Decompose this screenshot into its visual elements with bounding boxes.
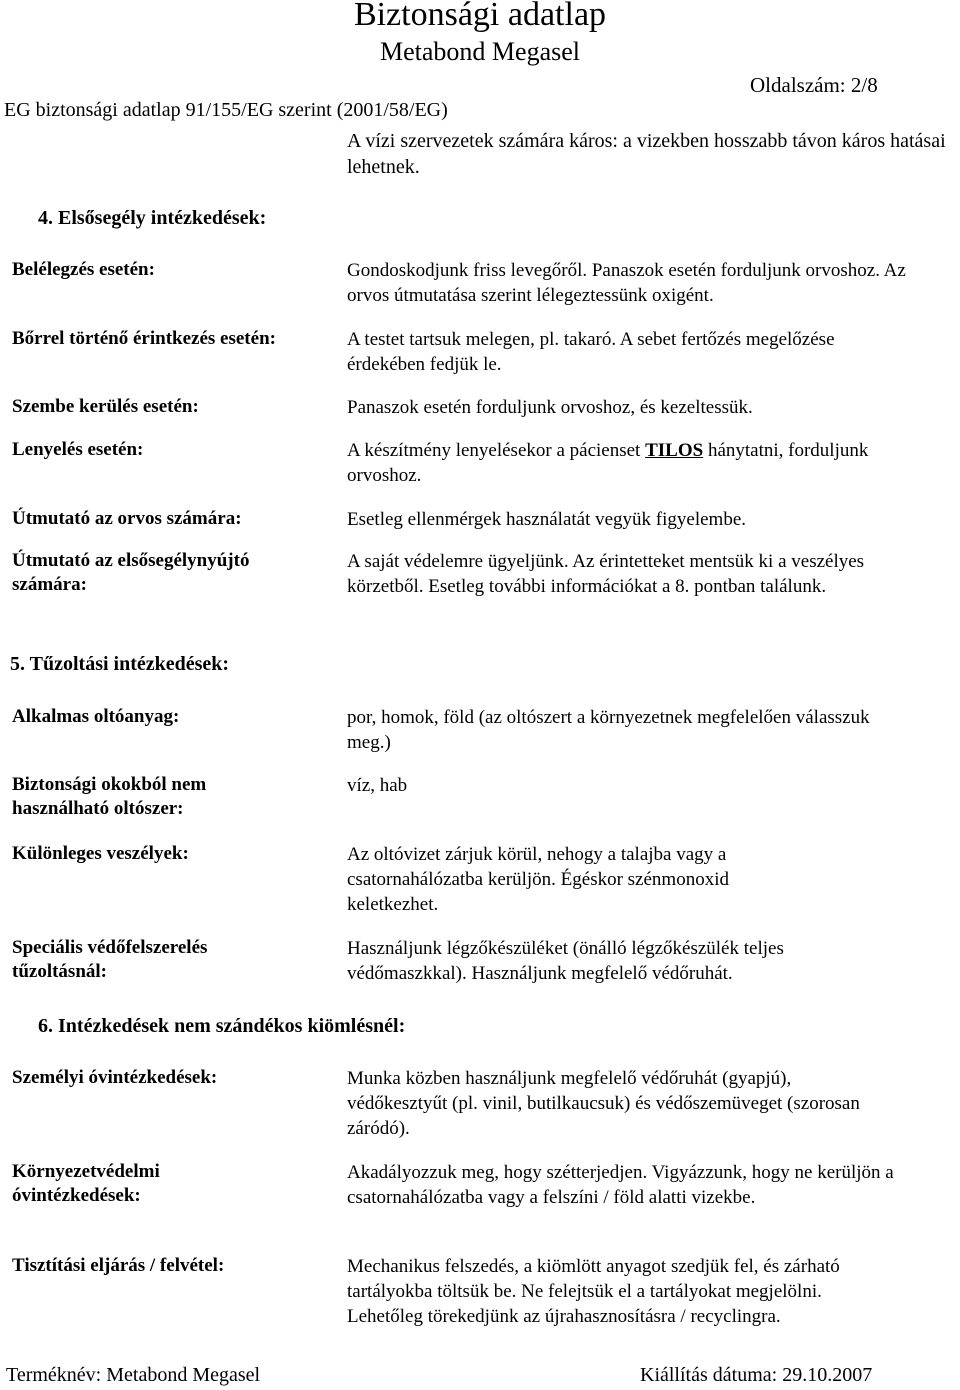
row-label: Speciális védőfelszerelés tűzoltásnál:: [12, 937, 208, 982]
row-value: A testet tartsuk melegen, pl. takaró. A sebet fertőzés megelőzése érdekében fedjük le.: [347, 329, 835, 375]
section-6-title: 6. Intézkedések nem szándékos kiömlésnél:: [38, 1015, 406, 1037]
row-value: Munka közben használjunk megfelelő védőruhát (gyapjú), védőkesztyűt (pl. vinil, butilkaucsuk) és védőszemüveget (szorosan záródó).: [347, 1068, 860, 1139]
row-label: Bőrrel történő érintkezés esetén:: [12, 328, 276, 349]
section-5-title: 5. Tűzoltási intézkedések:: [10, 653, 230, 675]
row-value: Esetleg ellenmérgek használatát vegyük figyelembe.: [347, 509, 747, 530]
row-value: Használjunk légzőkészüléket (önálló légzőkészülék teljes védőmaszkkal). Használjunk megfelelő védőruhát.: [347, 938, 784, 984]
product-name-heading: Metabond Megasel: [379, 37, 580, 66]
row-label: Útmutató az elsősegélynyújtó számára:: [12, 550, 250, 595]
row-value: víz, hab: [347, 775, 408, 796]
section-4-title: 4. Elsősegély intézkedések:: [38, 207, 267, 229]
page-number: Oldalszám: 2/8: [750, 73, 878, 97]
row-label: Tisztítási eljárás / felvétel:: [12, 1255, 225, 1276]
tilos-emphasis: TILOS: [645, 440, 704, 461]
row-value: Gondoskodjunk friss levegőről. Panaszok esetén forduljunk orvoshoz. Az orvos útmutatása szerint lélegeztessünk oxigént.: [347, 260, 906, 306]
regulation-line: EG biztonsági adatlap 91/155/EG szerint (2001/58/EG): [4, 99, 448, 121]
row-label: Alkalmas oltóanyag:: [12, 706, 180, 727]
document-title: Biztonsági adatlap: [353, 0, 607, 33]
continued-text: A vízi szervezetek számára káros: a vizekben hosszabb távon káros hatásai lehetnek.: [347, 130, 946, 178]
row-value: [347, 438, 877, 488]
value-text: A készítmény lenyelésekor a pácienset: [347, 440, 646, 461]
row-label: Környezetvédelmi óvintézkedések:: [12, 1161, 160, 1206]
row-label: Szembe kerülés esetén:: [12, 396, 199, 417]
row-label: Különleges veszélyek:: [12, 843, 189, 864]
row-label: Lenyelés esetén:: [12, 439, 144, 460]
row-value: Az oltóvizet zárjuk körül, nehogy a talajba vagy a csatornahálózatba kerüljön. Égéskor szénmonoxid keletkezhet.: [347, 844, 729, 915]
footer-issue-date: Kiállítás dátuma: 29.10.2007: [640, 1364, 873, 1386]
row-label: Biztonsági okokból nem használható oltószer:: [12, 774, 207, 819]
row-value: Akadályozzuk meg, hogy szétterjedjen. Vigyázzunk, hogy ne kerüljön a csatornahálózatba vagy a felszíni / föld alatti vizekbe.: [347, 1162, 894, 1208]
row-label: Útmutató az orvos számára:: [12, 508, 242, 529]
row-label: Belélegzés esetén:: [12, 259, 155, 280]
row-value: Panaszok esetén forduljunk orvoshoz, és kezeltessük.: [347, 397, 753, 418]
row-value: Mechanikus felszedés, a kiömlött anyagot szedjük fel, és zárható tartályokba töltsük be. Ne felejtsük el a tartályokat megjelölni. Lehetőleg törekedjünk az újrahasznosításra / recyclingra.: [347, 1256, 840, 1327]
value-text: hánytatni, forduljunk orvoshoz.: [347, 440, 869, 486]
footer-product-name: Terméknév: Metabond Megasel: [6, 1364, 261, 1386]
row-value: A saját védelemre ügyeljünk. Az érintetteket mentsük ki a veszélyes körzetből. Esetleg további információkat a 8. pontban találunk.: [347, 551, 865, 597]
row-label: Személyi óvintézkedések:: [12, 1067, 218, 1088]
row-value: por, homok, föld (az oltószert a környezetnek megfelelően válasszuk meg.): [347, 707, 870, 753]
